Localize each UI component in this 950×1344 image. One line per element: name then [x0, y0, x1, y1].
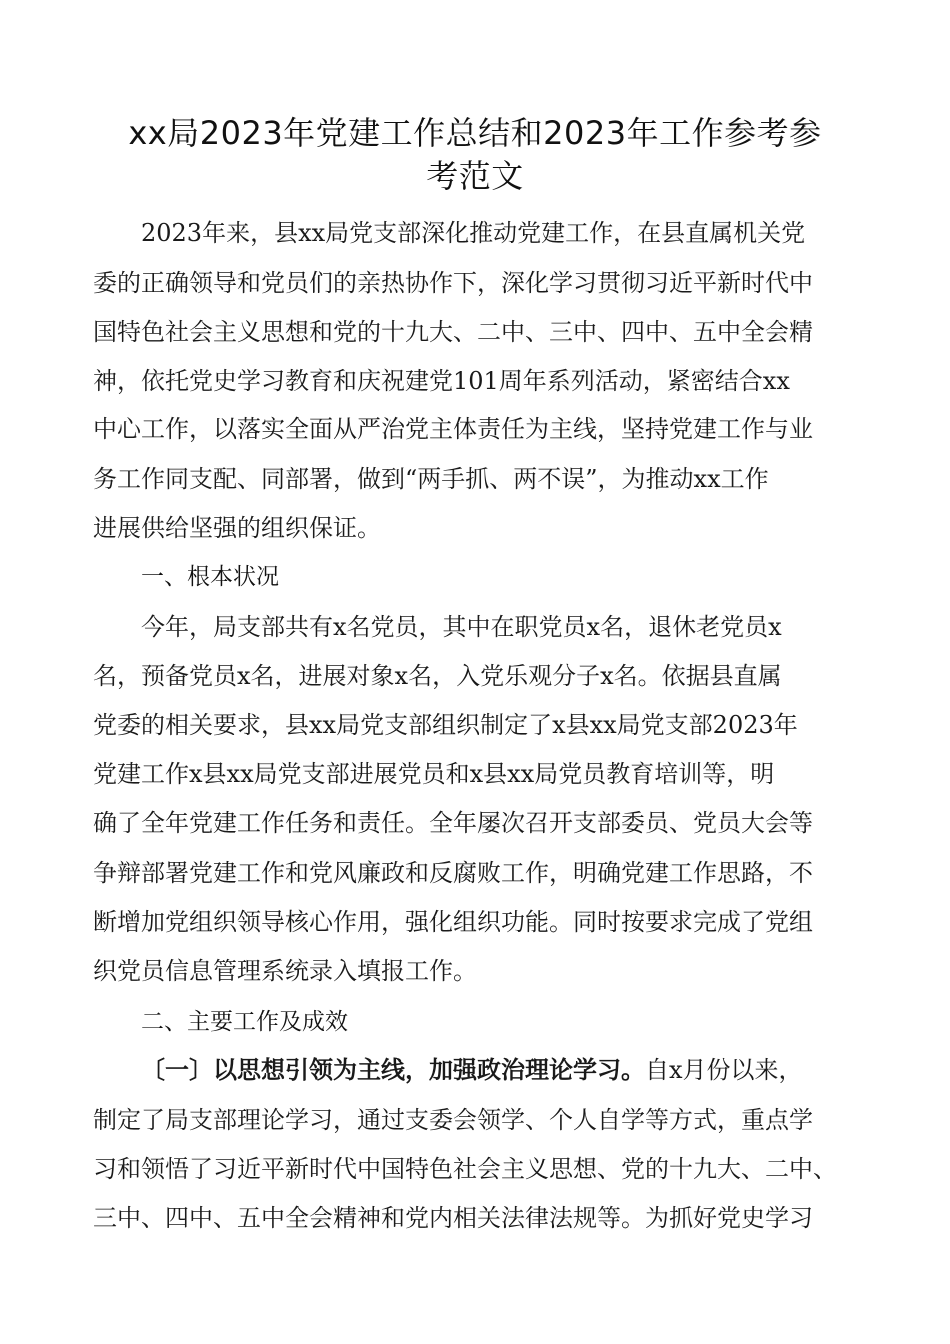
title-line-1: xx局2023年党建工作总结和2023年工作参考参 — [128, 114, 822, 152]
paragraph-line: 神，依托党史学习教育和庆祝建党101周年系列活动，紧密结合xx — [93, 367, 790, 395]
paragraph-line: 务工作同支配、同部署，做到“两手抓、两不误”，为推动xx工作 — [93, 465, 769, 493]
paragraph-line: 2023年来，县xx局党支部深化推动党建工作，在县直属机关党 — [141, 219, 806, 247]
title-line-2: 考范文 — [426, 157, 524, 195]
paragraph-line: 委的正确领导和党员们的亲热协作下，深化学习贯彻习近平新时代中 — [93, 269, 813, 297]
paragraph-line: 制定了局支部理论学习，通过支委会领学、个人自学等方式，重点学 — [93, 1106, 813, 1134]
paragraph-line: 党委的相关要求，县xx局党支部组织制定了x县xx局党支部2023年 — [93, 711, 798, 739]
paragraph-line: 党建工作x县xx局党支部进展党员和x县xx局党员教育培训等，明 — [93, 760, 775, 788]
document-title — [60, 112, 890, 198]
paragraph-line: 进展供给坚强的组织保证。 — [93, 514, 381, 542]
section-heading-main-work: 二、主要工作及成效 — [141, 1009, 348, 1035]
paragraph-line: 织党员信息管理系统录入填报工作。 — [93, 957, 477, 985]
paragraph-line: 名，预备党员x名，进展对象x名，入党乐观分子x名。依据县直属 — [93, 662, 782, 690]
paragraph-line: 国特色社会主义思想和党的十九大、二中、三中、四中、五中全会精 — [93, 318, 813, 346]
paragraph-text: 自x月份以来， — [645, 1056, 803, 1084]
subheading-ideological-guidance: 〔一〕以思想引领为主线，加强政治理论学习。 — [141, 1055, 645, 1084]
section-heading-basic-situation: 一、根本状况 — [141, 564, 279, 590]
paragraph-line: 争辩部署党建工作和党风廉政和反腐败工作，明确党建工作思路，不 — [93, 859, 813, 887]
paragraph-line: 中心工作，以落实全面从严治党主体责任为主线，坚持党建工作与业 — [93, 415, 813, 443]
paragraph-line: 确了全年党建工作任务和责任。全年屡次召开支部委员、党员大会等 — [93, 809, 813, 837]
paragraph-line — [141, 1055, 803, 1085]
paragraph-line: 习和领悟了习近平新时代中国特色社会主义思想、党的十九大、二中、 — [93, 1155, 837, 1183]
paragraph-line: 断增加党组织领导核心作用，强化组织功能。同时按要求完成了党组 — [93, 908, 813, 936]
paragraph-line: 三中、四中、五中全会精神和党内相关法律法规等。为抓好党史学习 — [93, 1204, 813, 1232]
paragraph-line: 今年，局支部共有x名党员，其中在职党员x名，退休老党员x — [141, 613, 782, 641]
